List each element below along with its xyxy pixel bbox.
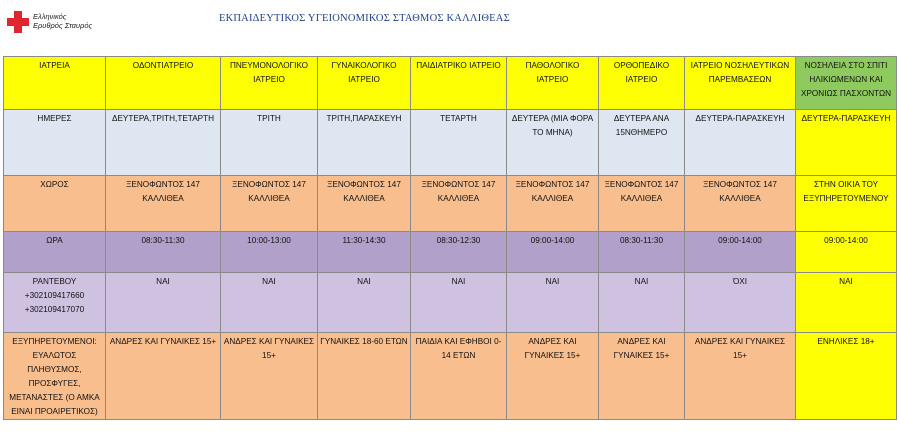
table-cell: ΞΕΝΟΦΩΝΤΟΣ 147 ΚΑΛΛΙΘΕΑ bbox=[507, 176, 599, 232]
row-label: ΩΡΑ bbox=[4, 232, 106, 273]
schedule-table bbox=[3, 56, 897, 420]
table-cell: ΑΝΔΡΕΣ ΚΑΙ ΓΥΝΑΙΚΕΣ 15+ bbox=[106, 333, 221, 420]
table-cell: ΝΑΙ bbox=[106, 273, 221, 333]
column-header: ΓΥΝΑΙΚΟΛΟΓΙΚΟ ΙΑΤΡΕΙΟ bbox=[318, 57, 411, 110]
table-cell: ΣΤΗΝ ΟΙΚΙΑ ΤΟΥ ΕΞΥΠΗΡΕΤΟΥΜΕΝΟΥ bbox=[796, 176, 897, 232]
row-label: ΧΩΡΟΣ bbox=[4, 176, 106, 232]
table-cell: ΝΑΙ bbox=[221, 273, 318, 333]
table-cell: ΝΑΙ bbox=[318, 273, 411, 333]
red-cross-logo bbox=[3, 4, 95, 38]
column-header: ΟΡΘΟΠΕΔΙΚΟ ΙΑΤΡΕΙΟ bbox=[599, 57, 685, 110]
table-row-time bbox=[4, 232, 897, 273]
column-header: ΟΔΟΝΤΙΑΤΡΕΙΟ bbox=[106, 57, 221, 110]
table-cell: 11:30-14:30 bbox=[318, 232, 411, 273]
row-label: ΡΑΝΤΕΒΟΥ +302109417660 +302109417070 bbox=[4, 273, 106, 333]
header-row bbox=[4, 57, 897, 110]
table-cell: 08:30-11:30 bbox=[599, 232, 685, 273]
red-cross-icon bbox=[7, 11, 29, 33]
table-cell: ΌΧΙ bbox=[685, 273, 796, 333]
table-cell: 08:30-12:30 bbox=[411, 232, 507, 273]
table-cell: ΞΕΝΟΦΩΝΤΟΣ 147 ΚΑΛΛΙΘΕΑ bbox=[318, 176, 411, 232]
table-row-served bbox=[4, 333, 897, 420]
table-cell: ΞΕΝΟΦΩΝΤΟΣ 147 ΚΑΛΛΙΘΕΑ bbox=[599, 176, 685, 232]
org-name-line-2: Ερυθρός Σταυρός bbox=[33, 21, 93, 30]
table-cell: ΞΕΝΟΦΩΝΤΟΣ 147 ΚΑΛΛΙΘΕΑ bbox=[685, 176, 796, 232]
column-header: ΙΑΤΡΕΙΟ ΝΟΣΗΛΕΥΤΙΚΩΝ ΠΑΡΕΜΒΑΣΕΩΝ bbox=[685, 57, 796, 110]
table-row-place bbox=[4, 176, 897, 232]
page-title: ΕΚΠΑΙΔΕΥΤΙΚΟΣ ΥΓΕΙΟΝΟΜΙΚΟΣ ΣΤΑΘΜΟΣ ΚΑΛΛΙΘΕΑΣ bbox=[219, 13, 510, 24]
table-cell: ΑΝΔΡΕΣ ΚΑΙ ΓΥΝΑΙΚΕΣ 15+ bbox=[221, 333, 318, 420]
organization-name bbox=[33, 12, 93, 30]
table-cell: ΔΕΥΤΕΡΑ (ΜΙΑ ΦΟΡΑ ΤΟ ΜΗΝΑ) bbox=[507, 110, 599, 176]
table-cell: ΤΡΙΤΗ,ΠΑΡΑΣΚΕΥΗ bbox=[318, 110, 411, 176]
table-cell: ΑΝΔΡΕΣ ΚΑΙ ΓΥΝΑΙΚΕΣ 15+ bbox=[685, 333, 796, 420]
table-cell: ΔΕΥΤΕΡΑ-ΠΑΡΑΣΚΕΥΗ bbox=[685, 110, 796, 176]
org-name-line-1: Ελληνικός bbox=[33, 12, 67, 21]
column-header: ΠΑΘΟΛΟΓΙΚΟ ΙΑΤΡΕΙΟ bbox=[507, 57, 599, 110]
table-cell: ΝΑΙ bbox=[796, 273, 897, 333]
column-header: ΙΑΤΡΕΙΑ bbox=[4, 57, 106, 110]
column-header: ΠΑΙΔΙΑΤΡΙΚΟ ΙΑΤΡΕΙΟ bbox=[411, 57, 507, 110]
column-header: ΠΝΕΥΜΟΝΟΛΟΓΙΚΟ ΙΑΤΡΕΙΟ bbox=[221, 57, 318, 110]
table-cell: ΞΕΝΟΦΩΝΤΟΣ 147 ΚΑΛΛΙΘΕΑ bbox=[106, 176, 221, 232]
table-cell: ΔΕΥΤΕΡΑ ΑΝΑ 15ΝΘΗΜΕΡΟ bbox=[599, 110, 685, 176]
table-row-appointment bbox=[4, 273, 897, 333]
table-cell: ΝΑΙ bbox=[507, 273, 599, 333]
table-cell: ΕΝΗΛΙΚΕΣ 18+ bbox=[796, 333, 897, 420]
table-cell: 09:00-14:00 bbox=[685, 232, 796, 273]
table-cell: 10:00-13:00 bbox=[221, 232, 318, 273]
table-cell: 08:30-11:30 bbox=[106, 232, 221, 273]
column-header: ΝΟΣΗΛΕΙΑ ΣΤΟ ΣΠΙΤΙ ΗΛΙΚΙΩΜΕΝΩΝ ΚΑΙ ΧΡΟΝΙΩΣ ΠΑΣΧΟΝΤΩΝ bbox=[796, 57, 897, 110]
table-cell: ΝΑΙ bbox=[599, 273, 685, 333]
table-row-days bbox=[4, 110, 897, 176]
page-header bbox=[0, 0, 900, 52]
table-cell: ΞΕΝΟΦΩΝΤΟΣ 147 ΚΑΛΛΙΘΕΑ bbox=[411, 176, 507, 232]
table-cell: ΤΡΙΤΗ bbox=[221, 110, 318, 176]
row-label: ΗΜΕΡΕΣ bbox=[4, 110, 106, 176]
table-cell: ΔΕΥΤΕΡΑ,ΤΡΙΤΗ,ΤΕΤΑΡΤΗ bbox=[106, 110, 221, 176]
table-cell: ΔΕΥΤΕΡΑ-ΠΑΡΑΣΚΕΥΗ bbox=[796, 110, 897, 176]
table-cell: ΞΕΝΟΦΩΝΤΟΣ 147 ΚΑΛΛΙΘΕΑ bbox=[221, 176, 318, 232]
table-cell: 09:00-14:00 bbox=[796, 232, 897, 273]
table-cell: ΓΥΝΑΙΚΕΣ 18-60 ΕΤΩΝ bbox=[318, 333, 411, 420]
row-label: ΕΞΥΠΗΡΕΤΟΥΜΕΝΟΙ: ΕΥΑΛΩΤΟΣ ΠΛΗΘΥΣΜΟΣ, ΠΡΟΣΦΥΓΕΣ, ΜΕΤΑΝΑΣΤΕΣ (Ο ΑΜΚΑ ΕΙΝΑΙ ΠΡΟΑΙΡΕΤΙΚΟΣ) bbox=[4, 333, 106, 420]
table-cell: ΤΕΤΑΡΤΗ bbox=[411, 110, 507, 176]
table-cell: 09:00-14:00 bbox=[507, 232, 599, 273]
table-cell: ΠΑΙΔΙΑ ΚΑΙ ΕΦΗΒΟΙ 0-14 ΕΤΩΝ bbox=[411, 333, 507, 420]
table-cell: ΑΝΔΡΕΣ ΚΑΙ ΓΥΝΑΙΚΕΣ 15+ bbox=[599, 333, 685, 420]
table-cell: ΑΝΔΡΕΣ ΚΑΙ ΓΥΝΑΙΚΕΣ 15+ bbox=[507, 333, 599, 420]
table-cell: ΝΑΙ bbox=[411, 273, 507, 333]
